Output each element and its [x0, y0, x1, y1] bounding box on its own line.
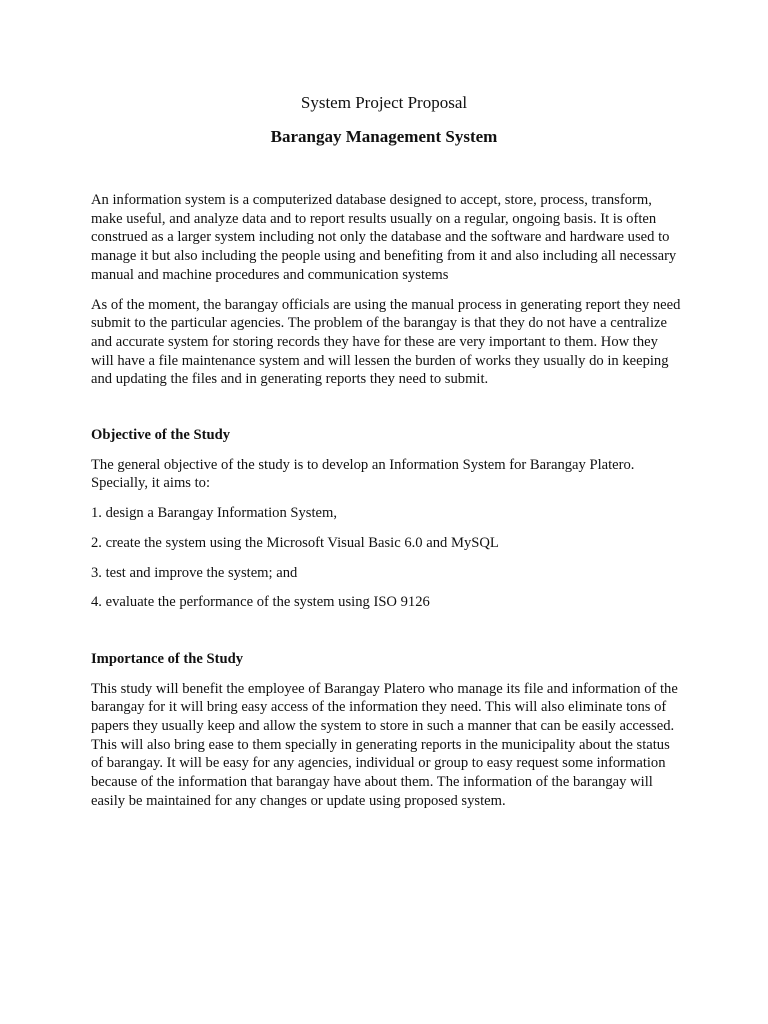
list-item: 2. create the system using the Microsoft Visual Basic 6.0 and MySQL	[91, 534, 499, 551]
list-item: 1. design a Barangay Information System,	[91, 505, 338, 522]
document-subtitle: Barangay Management System	[270, 127, 498, 146]
importance-heading: Importance of the Study	[91, 650, 244, 667]
objective-paragraph: The general objective of the study is to develop an Information System for Barangay Platero. Specially, it aims to:	[91, 456, 635, 492]
document-body	[91, 191, 681, 811]
objective-heading: Objective of the Study	[91, 427, 231, 444]
intro-paragraph: An information system is a computerized database designed to accept, store, process, transform, make useful, and analyze data and to report results usually on a regular, ongoing basis. It is often construed as a larger system including not only the database and the software and hardware used to manage it but also including the people using and benefiting from it and also including all necessary manual and machine procedures and communication systems	[91, 192, 677, 283]
list-item: 4. evaluate the performance of the system using ISO 9126	[91, 594, 430, 611]
current-situation-paragraph: As of the moment, the barangay officials are using the manual process in generating report they need submit to the particular agencies. The problem of the barangay is that they do not have a centralize and accurate system for storing records they have for these are very important to them. How they will have a file maintenance system and will lessen the burden of works they usually do in keeping and updating the files and in generating reports they need to submit.	[91, 296, 681, 388]
document-title: System Project Proposal	[300, 93, 468, 112]
importance-paragraph: This study will benefit the employee of Barangay Platero who manage its file and information of the barangay for it will bring easy access of the information they need. This will also eliminate tons of papers they usually keep and allow the system to store in such a manner that can be easily accessed. This will also bring ease to them specially in generating reports in the municipality about the status of barangay. It will be easy for any agencies, individual or group to easy request some information because of the information that barangay have about them. The information of the barangay will easily be maintained for any changes or update using proposed system.	[91, 680, 678, 809]
objective-list	[91, 504, 681, 612]
list-item: 3. test and improve the system; and	[91, 564, 298, 581]
